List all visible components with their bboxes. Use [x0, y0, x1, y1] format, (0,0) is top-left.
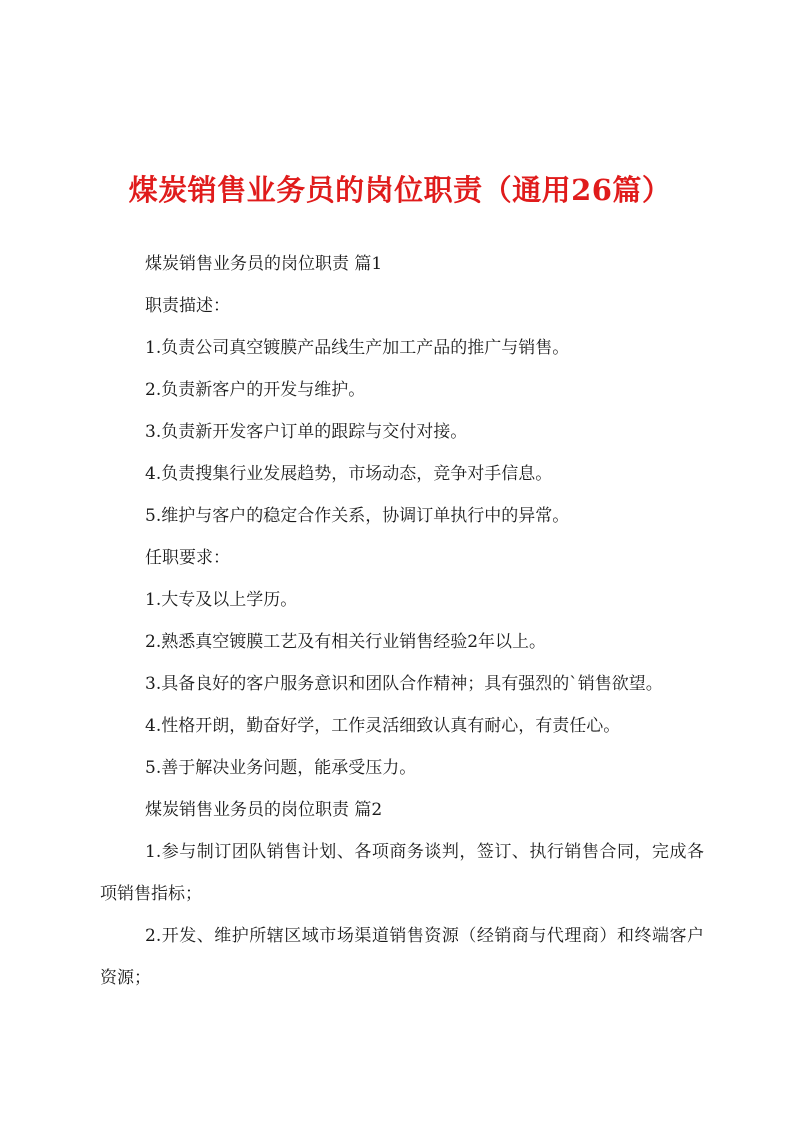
duty-item-5: 5.维护与客户的稳定合作关系，协调订单执行中的异常。 [145, 506, 570, 526]
duty-item-4: 4.负责搜集行业发展趋势，市场动态，竞争对手信息。 [145, 464, 553, 484]
requirement-item-1: 1.大专及以上学历。 [145, 590, 298, 610]
document-title: 煤炭销售业务员的岗位职责（通用26篇） [128, 173, 672, 207]
section-heading-2: 煤炭销售业务员的岗位职责 篇2 [145, 800, 383, 820]
document-body [100, 243, 704, 999]
section-heading-1: 煤炭销售业务员的岗位职责 篇1 [145, 254, 383, 274]
section2-item-1: 1.参与制订团队销售计划、各项商务谈判，签订、执行销售合同，完成各项销售指标； [100, 842, 704, 904]
requirement-item-5: 5.善于解决业务问题，能承受压力。 [145, 758, 417, 778]
requirement-item-2: 2.熟悉真空镀膜工艺及有相关行业销售经验2年以上。 [145, 632, 547, 652]
requirements-heading: 任职要求： [145, 548, 230, 568]
requirement-item-4: 4.性格开朗，勤奋好学，工作灵活细致认真有耐心，有责任心。 [145, 716, 621, 736]
duty-item-2: 2.负责新客户的开发与维护。 [145, 380, 366, 400]
duty-item-1: 1.负责公司真空镀膜产品线生产加工产品的推广与销售。 [145, 338, 570, 358]
duties-heading: 职责描述： [145, 296, 230, 316]
requirement-item-3: 3.具备良好的客户服务意识和团队合作精神；具有强烈的`销售欲望。 [145, 674, 663, 694]
section2-item-2: 2.开发、维护所辖区域市场渠道销售资源（经销商与代理商）和终端客户资源； [100, 926, 704, 988]
duty-item-3: 3.负责新开发客户订单的跟踪与交付对接。 [145, 422, 468, 442]
